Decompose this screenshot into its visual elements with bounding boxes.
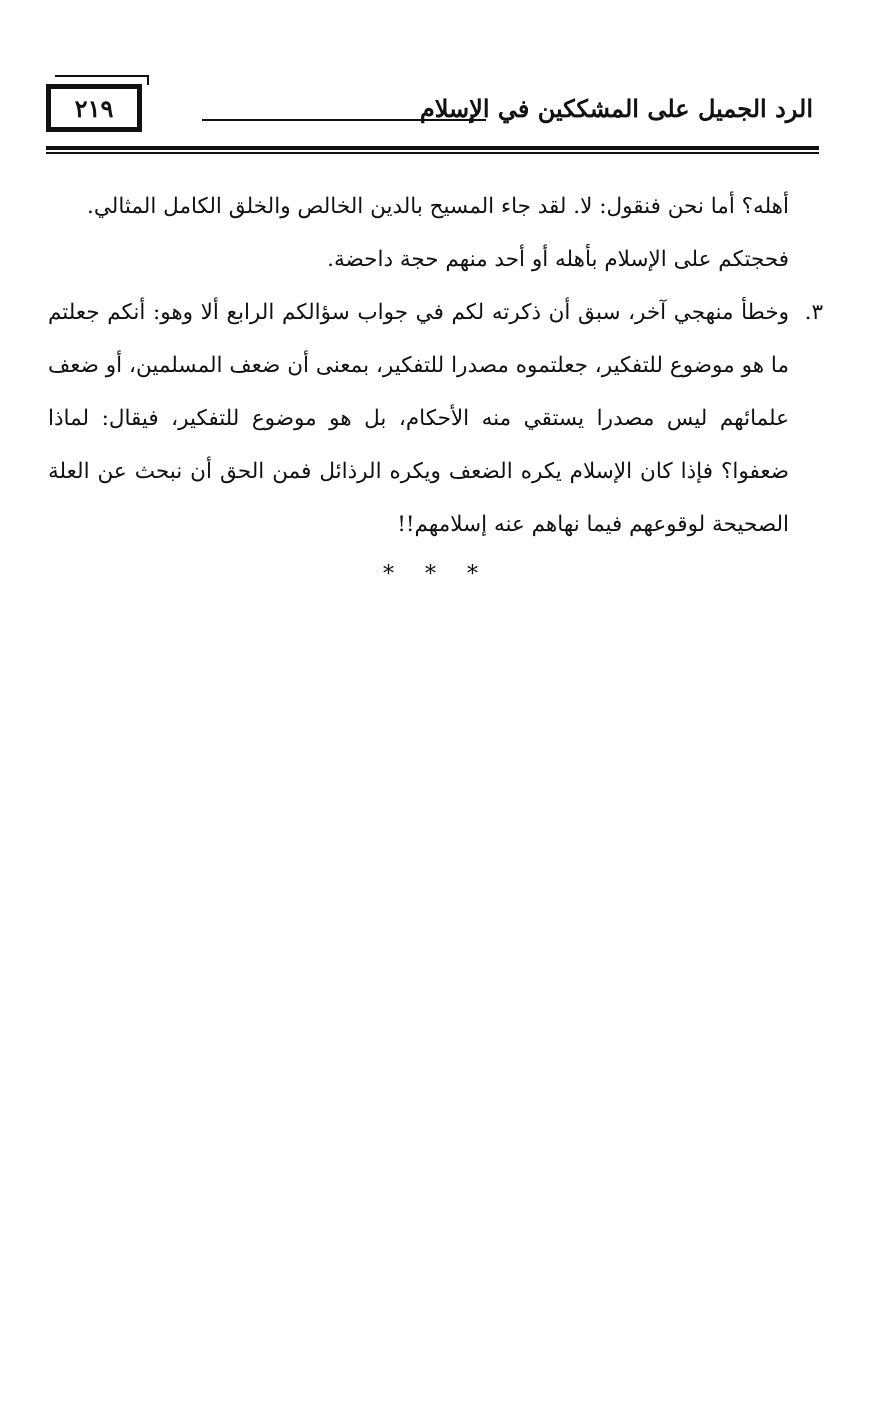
page-header <box>46 84 819 144</box>
header-rule-thick <box>46 146 819 150</box>
page-number-box <box>46 84 142 132</box>
page-body <box>48 180 823 551</box>
page-number: ٢١٩ <box>74 93 114 123</box>
paragraph-continuation: أهله؟ أما نحن فنقول: لا. لقد جاء المسيح بالدين الخالص والخلق الكامل المثالي. فحجتكم على الإسلام بأهله أو أحد منهم حجة داحضة. <box>87 194 789 272</box>
item-text: وخطأ منهجي آخر، سبق أن ذكرته لكم في جواب سؤالكم الرابع ألا وهو: أنكم جعلتم ما هو موضوع للتفكير، جعلتموه مصدرا للتفكير، بمعنى أن ضعف المسلمين، أو ضعف علمائهم ليس مصدرا يستقي منه الأحكام، بل هو موضوع للتفكير، فيقال: لماذا ضعفوا؟ فإذا كان الإسلام يكره الضعف ويكره الرذائل فمن الحق أن نبحث عن العلة الصحيحة لوقوعهم فيما نهاهم عنه إسلامهم!! <box>48 300 789 537</box>
header-rule-thin <box>46 152 819 154</box>
running-title: الرد الجميل على المشككين في الإسلام <box>419 94 813 123</box>
numbered-item-3 <box>48 286 823 551</box>
item-number: ٣. <box>804 300 823 325</box>
section-separator: * * * <box>383 562 490 587</box>
